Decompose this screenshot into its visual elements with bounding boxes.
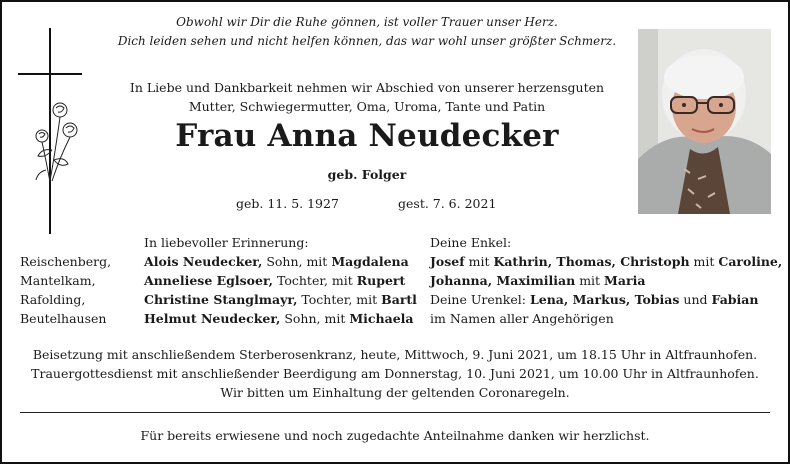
great-grandchildren-row: Deine Urenkel: Lena, Markus, Tobias und Fabian: [430, 292, 759, 307]
quote-line-2: Dich leiden sehen und nicht helfen können, das war wohl unser größter Schmerz.: [117, 34, 617, 48]
maiden-name: geb. Folger: [327, 167, 407, 182]
funeral-details: [10, 345, 780, 402]
mourners-right: [430, 233, 782, 328]
quote: [102, 13, 632, 51]
mourner-row: Christine Stanglmayr, Tochter, mit Bartl: [144, 292, 417, 307]
intro-line-1: In Liebe und Dankbarkeit nehmen wir Abschied von unserer herzensguten: [129, 80, 605, 95]
death-date: gest. 7. 6. 2021: [398, 196, 497, 211]
places-column: [20, 252, 111, 328]
deceased-name: Frau Anna Neudecker: [175, 118, 559, 154]
grandchildren-heading: Deine Enkel:: [430, 235, 512, 250]
intro-line-2: Mutter, Schwiegermutter, Oma, Uroma, Tante und Patin: [188, 99, 546, 114]
intro: [102, 78, 632, 116]
quote-line-1: Obwohl wir Dir die Ruhe gönnen, ist voller Trauer unser Herz.: [176, 15, 558, 29]
place-1: Reischenberg,: [20, 254, 112, 269]
mourners-heading: In liebevoller Erinnerung:: [144, 235, 309, 250]
divider: [20, 412, 770, 413]
relatives-row: im Namen aller Angehörigen: [430, 311, 614, 326]
thanks-line: Für bereits erwiesene und noch zugedachte Anteilnahme danken wir herzlichst.: [140, 428, 650, 443]
portrait-photo: [638, 29, 771, 214]
funeral-line-2: Trauergottesdienst mit anschließender Beerdigung am Donnerstag, 10. Juni 2021, um 10.00 Uhr in Altfraunhofen.: [31, 366, 759, 381]
mourners-left: [144, 233, 417, 328]
mourner-row: Alois Neudecker, Sohn, mit Magdalena: [144, 254, 409, 269]
rose-icon: [36, 103, 77, 182]
mourner-row: Helmut Neudecker, Sohn, mit Michaela: [144, 311, 414, 326]
funeral-line-3: Wir bitten um Einhaltung der geltenden Coronaregeln.: [220, 385, 570, 400]
portrait-image: [638, 29, 771, 214]
place-4: Beutelhausen: [20, 311, 107, 326]
birth-date: geb. 11. 5. 1927: [236, 196, 339, 211]
mourner-row: Anneliese Eglsoer, Tochter, mit Rupert: [144, 273, 406, 288]
place-3: Rafolding,: [20, 292, 86, 307]
place-2: Mantelkam,: [20, 273, 96, 288]
grandchildren-row-1: Josef mit Kathrin, Thomas, Christoph mit Caroline,: [430, 254, 783, 269]
grandchildren-row-2: Johanna, Maximilian mit Maria: [430, 273, 646, 288]
funeral-line-1: Beisetzung mit anschließendem Sterberosenkranz, heute, Mittwoch, 9. Juni 2021, um 18.15 Uhr in Altfraunhofen.: [32, 347, 758, 362]
cross-icon: [16, 24, 86, 238]
